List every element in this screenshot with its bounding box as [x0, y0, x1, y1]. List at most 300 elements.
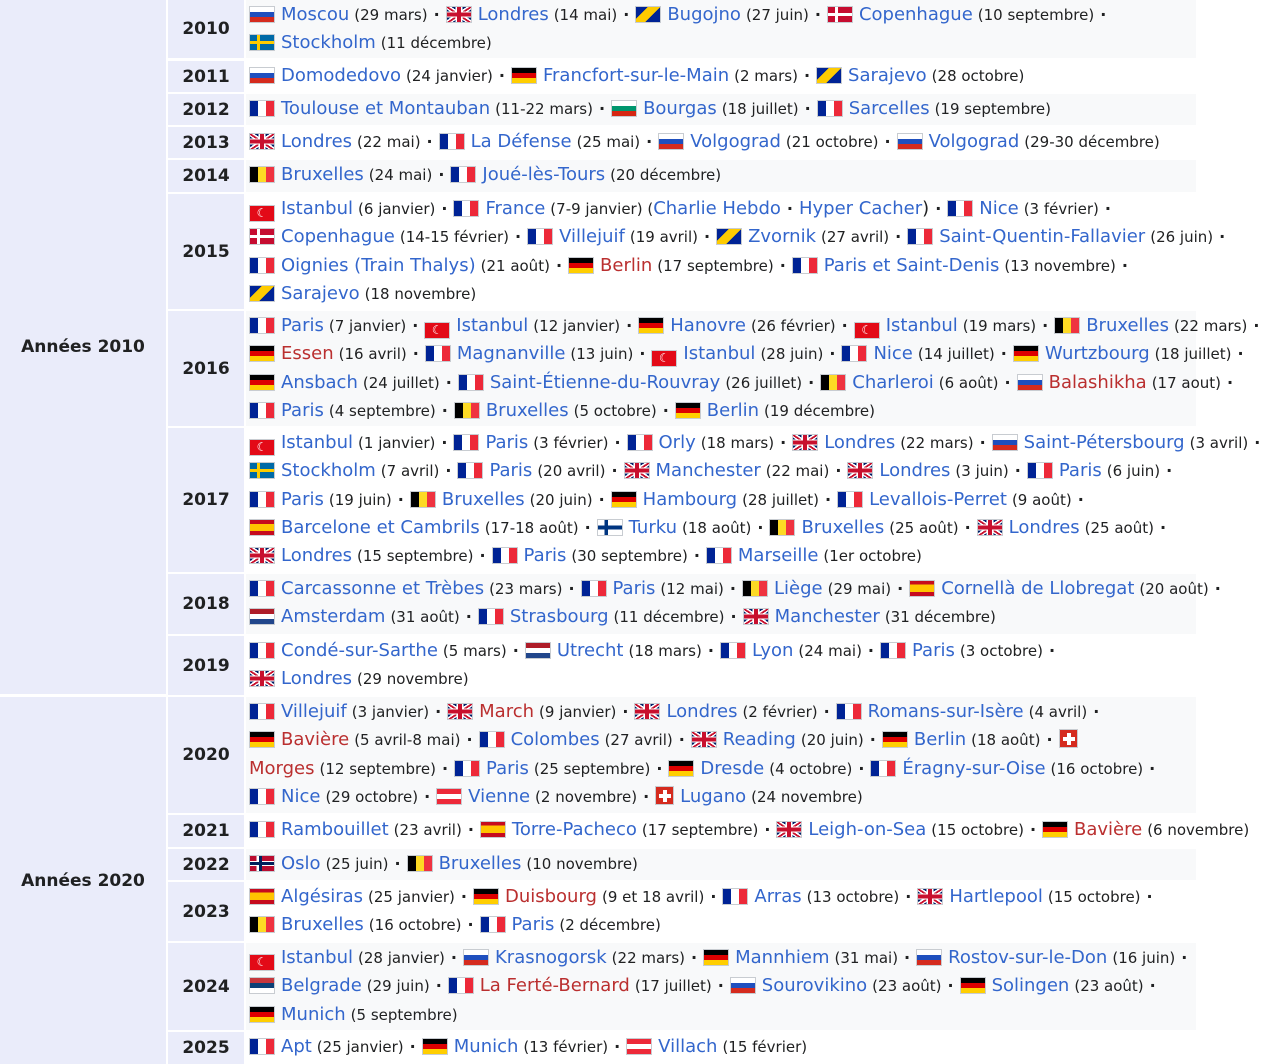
event-link[interactable]: Paris [489, 460, 533, 482]
event-link[interactable]: Utrecht [556, 640, 624, 661]
event-link[interactable]: Sourovikino [761, 975, 868, 997]
event-link[interactable]: Vienne [468, 785, 531, 807]
flag-fr-icon [453, 434, 479, 451]
separator: · [515, 227, 522, 247]
flag-ru-icon [992, 434, 1018, 451]
separator: · [693, 546, 700, 566]
event-link[interactable]: Saint-Étienne-du-Rouvray [489, 371, 721, 393]
event-item [897, 131, 1160, 152]
event-date: (17 aout) [1151, 373, 1222, 392]
event-date: (6 août) [938, 373, 999, 392]
event-link[interactable]: Londres [281, 545, 353, 567]
flag-be-icon [1054, 317, 1080, 334]
flag-es-icon [249, 888, 275, 905]
event-date: (29 mars) [354, 6, 428, 24]
event-link[interactable]: Reading [722, 729, 796, 751]
event-item [817, 98, 1051, 119]
event-link[interactable]: Istanbul [281, 198, 354, 219]
event-link[interactable]: Berlin [600, 254, 653, 276]
flag-gb-icon [249, 547, 275, 564]
event-link[interactable]: Magnanville [456, 343, 566, 365]
separator: · [438, 165, 445, 184]
event-link[interactable]: Bruxelles [485, 399, 569, 421]
event-line [249, 1001, 1196, 1029]
flag-fr-icon [450, 166, 476, 183]
event-item [457, 460, 605, 481]
event-date: (25 janvier) [368, 888, 455, 906]
separator: · [467, 820, 474, 839]
flag-no-icon [249, 855, 275, 872]
event-date: (24 novembre) [751, 787, 863, 806]
event-link[interactable]: Volgograd [928, 131, 1020, 152]
separator: · [441, 433, 448, 452]
flag-de-icon [249, 731, 275, 748]
event-link[interactable]: Londres [1008, 516, 1080, 538]
event-link[interactable]: Berlin [706, 399, 760, 421]
event-link[interactable]: Istanbul [281, 947, 354, 968]
event-date: (23 août) [872, 977, 942, 996]
flag-be-icon [249, 166, 275, 183]
event-item [410, 489, 593, 510]
event-date: (17 septembre) [657, 256, 774, 275]
event-date: (21 octobre) [785, 133, 879, 151]
separator: · [1046, 730, 1053, 750]
flag-fr-icon [249, 1038, 275, 1055]
event-line [249, 755, 1196, 783]
event-date: (22 mars) [900, 434, 974, 452]
event-link[interactable]: Sarajevo [848, 65, 927, 86]
flag-de-icon [422, 1038, 448, 1055]
event-item [480, 914, 661, 935]
event-link[interactable]: Sarcelles [848, 98, 930, 119]
event-link[interactable]: Arras [754, 886, 802, 907]
separator: · [1042, 316, 1049, 335]
event-link[interactable]: Moscou [281, 4, 350, 25]
flag-de-icon [1013, 345, 1039, 362]
flag-ru-icon [249, 6, 275, 23]
event-date: (27 avril) [604, 731, 673, 750]
separator: · [1048, 641, 1056, 660]
event-date: (4 octobre) [769, 759, 853, 778]
separator: · [804, 99, 811, 118]
event-date: (2 novembre) [535, 787, 638, 806]
event-item [837, 489, 1072, 510]
event-link[interactable]: Joué-lès-Tours [482, 164, 606, 185]
event-item [1059, 729, 1084, 750]
separator: · [441, 199, 448, 218]
event-item [668, 758, 852, 779]
event-date: (20 décembre) [610, 166, 722, 184]
event-link[interactable]: Romans-sur-Isère [867, 701, 1024, 722]
separator: · [646, 132, 653, 151]
event-link[interactable]: La Ferté-Bernard [479, 975, 630, 997]
event-link[interactable]: Bourgas [643, 98, 717, 119]
event-date: (16 juin) [1112, 949, 1176, 967]
separator: · [611, 461, 618, 481]
event-link[interactable]: Hartlepool [949, 886, 1043, 907]
event-link[interactable]: Villach [658, 1036, 718, 1057]
flag-fr-icon [249, 491, 275, 508]
event-link[interactable]: Paris [511, 914, 555, 936]
event-date: (31 août) [390, 608, 460, 627]
event-link[interactable]: Bruxelles [1086, 315, 1169, 336]
event-link[interactable]: Lyon [751, 640, 794, 661]
event-item [836, 701, 1088, 722]
event-link[interactable]: Carcassonne et Trèbes [281, 578, 485, 599]
flag-be-icon [407, 855, 433, 872]
event-line [249, 161, 1196, 189]
event-date: (3 octobre) [959, 642, 1043, 660]
event-item [1013, 343, 1232, 364]
flag-de-icon [638, 317, 664, 334]
separator: · [1159, 517, 1167, 537]
event-link[interactable]: Istanbul [885, 315, 958, 336]
event-link[interactable]: Saint-Quentin-Fallavier [939, 226, 1146, 248]
event-link[interactable]: Villejuif [281, 701, 347, 722]
flag-fr-icon [836, 703, 862, 720]
year-header-2012 [168, 94, 244, 125]
event-item [249, 545, 473, 566]
flag-fr-icon [454, 760, 480, 777]
event-link[interactable]: Bruxelles [441, 488, 525, 510]
event-date: (31 décembre) [884, 608, 996, 627]
year-header-2016 [168, 311, 244, 426]
event-link[interactable]: Toulouse et Montauban [281, 98, 491, 119]
event-link[interactable]: Cornellà de Llobregat [941, 578, 1135, 599]
event-link[interactable]: Manchester [655, 460, 761, 482]
event-date: (29 mai) [827, 580, 892, 598]
separator: · [445, 461, 452, 481]
event-link[interactable]: Nice [281, 785, 321, 807]
event-link[interactable]: Oslo [281, 853, 321, 874]
event-item [249, 786, 418, 807]
event-date: (26 juillet) [725, 373, 803, 392]
event-link[interactable]: Istanbul [456, 315, 529, 336]
separator: · [1104, 199, 1111, 218]
year-events-2025 [246, 1032, 1196, 1064]
event-line [249, 62, 1196, 90]
separator: · [780, 433, 787, 452]
event-date: (18 août) [971, 731, 1041, 750]
event-item [454, 400, 657, 421]
event-link[interactable]: Volgograd [690, 131, 781, 152]
separator: · [824, 489, 832, 509]
event-link[interactable]: Hyper Cacher [798, 198, 923, 219]
flag-fr-icon [706, 547, 732, 564]
event-link[interactable]: Francfort-sur-le-Main [542, 65, 730, 86]
event-link[interactable]: Oignies (Train Thalys) [281, 254, 476, 276]
event-link[interactable]: France [485, 198, 546, 219]
event-link[interactable]: Duisbourg [504, 886, 597, 907]
event-link[interactable]: Charleroi [852, 371, 934, 393]
event-link[interactable]: Berlin [913, 729, 967, 751]
event-link[interactable]: Bavière [1074, 819, 1143, 840]
event-link[interactable]: Stockholm [281, 32, 376, 54]
event-link[interactable]: Copenhague [858, 4, 973, 25]
event-date: (24 juillet) [362, 373, 440, 392]
event-link[interactable]: Zvornik [748, 226, 816, 248]
flag-fr-icon [480, 916, 506, 933]
event-date: (26 juin) [1150, 228, 1214, 247]
event-link[interactable]: Londres [824, 432, 896, 453]
event-link[interactable]: La Défense [470, 131, 572, 152]
event-link[interactable]: Paris [486, 757, 529, 779]
separator: · [479, 546, 486, 566]
year-header-2022 [168, 849, 244, 880]
event-link[interactable]: Dresde [700, 757, 765, 779]
event-link[interactable]: Krasnogorsk [494, 947, 607, 968]
separator: · [935, 199, 942, 218]
event-link[interactable]: Bruxelles [801, 516, 885, 538]
flag-gb-icon [792, 434, 818, 451]
flag-fr-icon [720, 642, 746, 659]
event-line [249, 603, 1196, 631]
event-link[interactable]: Apt [281, 1036, 312, 1057]
flag-de-icon [703, 949, 729, 966]
event-date: (7 janvier) [328, 317, 407, 335]
event-link[interactable]: Leigh-on-Sea [808, 819, 927, 840]
event-link[interactable]: Munich [281, 1003, 346, 1025]
event-link[interactable]: Paris [612, 578, 656, 599]
flag-tr-icon [249, 439, 275, 456]
event-item [847, 460, 1008, 481]
event-link[interactable]: Domodedovo [281, 65, 402, 86]
event-link[interactable]: Paris [1058, 460, 1102, 482]
event-item [1017, 372, 1221, 393]
event-link[interactable]: Amsterdam [281, 606, 386, 628]
flag-de-icon [568, 257, 594, 274]
event-link[interactable]: Solingen [991, 975, 1070, 997]
event-item [1054, 315, 1247, 336]
event-link[interactable]: Istanbul [683, 343, 756, 365]
event-link[interactable]: Orly [658, 432, 696, 453]
event-link[interactable]: Levallois-Perret [869, 488, 1007, 510]
event-item [450, 164, 721, 185]
event-link[interactable]: Hanovre [670, 315, 746, 336]
event-link[interactable]: Hambourg [642, 488, 738, 510]
event-item [249, 460, 439, 481]
event-item [249, 315, 406, 336]
event-date: (6 novembre) [1147, 821, 1250, 839]
event-link[interactable]: Londres [281, 131, 353, 152]
event-line [249, 486, 1196, 514]
year-label: 2022 [182, 854, 230, 875]
separator: · [710, 887, 717, 906]
separator: · [691, 948, 698, 967]
event-item [422, 1036, 608, 1057]
event-item [820, 372, 998, 393]
event-date: (30 septembre) [571, 547, 688, 566]
event-link[interactable]: Villejuif [559, 226, 625, 248]
event-link[interactable]: Paris et Saint-Denis [823, 254, 1000, 276]
year-header-2011 [168, 61, 244, 92]
flag-gb-icon [776, 821, 802, 838]
year-label: 2025 [182, 1038, 230, 1058]
event-link[interactable]: Balashikha [1048, 371, 1147, 393]
event-item [249, 578, 562, 599]
event-item [730, 975, 942, 996]
event-date: (3 juin) [955, 462, 1009, 481]
event-item [792, 432, 973, 453]
event-item [249, 729, 460, 750]
event-link[interactable]: Marseille [737, 545, 819, 567]
event-link[interactable]: Rambouillet [281, 819, 389, 840]
separator: · [1219, 227, 1226, 247]
event-item [720, 640, 862, 661]
separator: · [1166, 461, 1173, 481]
event-link[interactable]: Londres [477, 4, 549, 25]
year-events-2018 [246, 574, 1221, 634]
event-link[interactable]: Ansbach [281, 371, 358, 393]
event-item [249, 489, 392, 510]
event-link[interactable]: Barcelone et Cambrils [281, 516, 480, 538]
year-events-2013 [246, 127, 1196, 158]
event-link[interactable]: Lugano [680, 785, 747, 807]
separator: · [1000, 344, 1007, 364]
event-link[interactable]: Wurtzbourg [1044, 343, 1150, 365]
year-label: 2011 [182, 66, 230, 87]
event-link[interactable]: Liège [773, 578, 823, 599]
event-date: (7-9 janvier) ( [550, 200, 654, 218]
event-link[interactable]: Saint-Pétersbourg [1023, 432, 1185, 453]
event-link[interactable]: March [479, 701, 535, 722]
event-date: (6 janvier) [358, 200, 436, 218]
event-date: (18 mars) [628, 642, 702, 660]
event-date: (17-18 août) [484, 518, 579, 537]
event-link[interactable]: Sarajevo [281, 282, 360, 304]
separator: · [441, 400, 448, 420]
event-link[interactable]: Paris [523, 545, 567, 567]
separator: · [614, 1037, 621, 1056]
separator: · [426, 132, 433, 151]
event-link[interactable]: Strasbourg [509, 606, 609, 628]
event-line [249, 665, 1196, 693]
event-link[interactable]: Bavière [281, 729, 350, 751]
event-item [478, 606, 725, 627]
event-date: (23 avril) [393, 821, 462, 839]
event-date: (3 janvier) [351, 703, 430, 721]
event-line [249, 457, 1196, 485]
event-link[interactable]: Paris [281, 399, 324, 421]
event-link[interactable]: Bruxelles [281, 164, 364, 185]
event-link[interactable]: Paris [281, 315, 324, 336]
event-link[interactable]: Algésiras [281, 886, 364, 907]
event-date: (11 décembre) [613, 608, 725, 627]
event-link[interactable]: Essen [281, 343, 334, 365]
separator: · [1253, 316, 1260, 335]
event-item [249, 164, 432, 185]
event-link[interactable]: Éragny-sur-Oise [902, 757, 1046, 779]
flag-de-icon [668, 760, 694, 777]
event-link[interactable]: Morges [249, 757, 315, 779]
event-link[interactable]: Turku [628, 516, 678, 538]
event-date: (9 janvier) [539, 703, 617, 721]
separator: · [1121, 255, 1128, 275]
separator: · [639, 344, 646, 364]
event-date: (15 octobre) [931, 821, 1024, 839]
event-line [249, 542, 1196, 570]
event-link[interactable]: Torre-Pacheco [511, 819, 637, 840]
event-date: (4 avril) [1028, 703, 1088, 721]
event-link[interactable]: Istanbul [281, 432, 354, 453]
event-link[interactable]: Manchester [774, 606, 880, 628]
flag-be-icon [454, 402, 480, 419]
event-line [249, 514, 1196, 542]
event-item [581, 578, 724, 599]
event-item [743, 606, 996, 627]
event-item [624, 460, 830, 481]
event-link[interactable]: Mannhiem [735, 947, 830, 968]
separator: · [435, 702, 442, 721]
flag-fr-icon [249, 580, 275, 597]
event-link[interactable]: Charlie Hebdo [653, 198, 781, 219]
year-header-2019 [168, 636, 244, 695]
event-link[interactable]: Condé-sur-Sarthe [281, 640, 438, 661]
event-link[interactable]: Rostov-sur-le-Don [948, 947, 1108, 968]
event-line [249, 397, 1196, 425]
event-link[interactable]: Nice [873, 343, 913, 365]
event-item [880, 640, 1043, 661]
flag-fr-icon [907, 228, 933, 245]
event-date: (15 septembre) [357, 547, 474, 566]
flag-de-icon [611, 491, 637, 508]
event-link[interactable]: Colombes [510, 729, 600, 751]
event-link[interactable]: Stockholm [281, 460, 376, 482]
event-date: (26 février) [750, 317, 836, 335]
event-date: (28 janvier) [358, 949, 445, 967]
flag-tr-icon [854, 322, 880, 339]
flag-tr-icon [249, 205, 275, 222]
separator: · [1004, 372, 1011, 392]
flag-de-icon [1042, 821, 1068, 838]
event-item [249, 65, 493, 86]
event-link[interactable]: Londres [879, 460, 951, 482]
event-item [249, 668, 469, 689]
event-date: (21 août) [480, 256, 550, 275]
year-events-2023 [246, 882, 1196, 941]
separator: · [412, 344, 419, 364]
event-link[interactable]: Paris [485, 432, 529, 453]
flag-gb-icon [249, 670, 275, 687]
event-link[interactable]: Paris [912, 640, 955, 661]
separator: · [512, 641, 519, 660]
flag-fr-icon [947, 200, 973, 217]
event-line [249, 911, 1196, 939]
event-link[interactable]: Nice [979, 198, 1019, 219]
year-header-2010 [168, 0, 244, 58]
event-link[interactable]: Paris [281, 488, 324, 510]
flag-de-icon [473, 888, 499, 905]
year-label: 2014 [182, 166, 230, 186]
event-link[interactable]: Bruxelles [438, 853, 522, 874]
event-item [249, 947, 445, 968]
event-link[interactable]: Londres [281, 668, 353, 690]
year-header-2024 [168, 943, 244, 1030]
event-link[interactable]: Copenhague [281, 226, 395, 248]
event-link[interactable]: Munich [453, 1036, 519, 1057]
separator: · [433, 5, 440, 24]
event-link[interactable]: Bruxelles [281, 914, 364, 936]
separator: · [445, 372, 452, 392]
event-line [249, 369, 1234, 397]
event-link[interactable]: Bugojno [667, 4, 741, 25]
flag-fr-icon [249, 821, 275, 838]
flag-fr-icon [249, 317, 275, 334]
event-link[interactable]: Londres [666, 701, 738, 722]
event-link[interactable]: Belgrade [281, 975, 362, 997]
event-date: (15 octobre) [1047, 888, 1141, 906]
event-item [977, 517, 1154, 538]
